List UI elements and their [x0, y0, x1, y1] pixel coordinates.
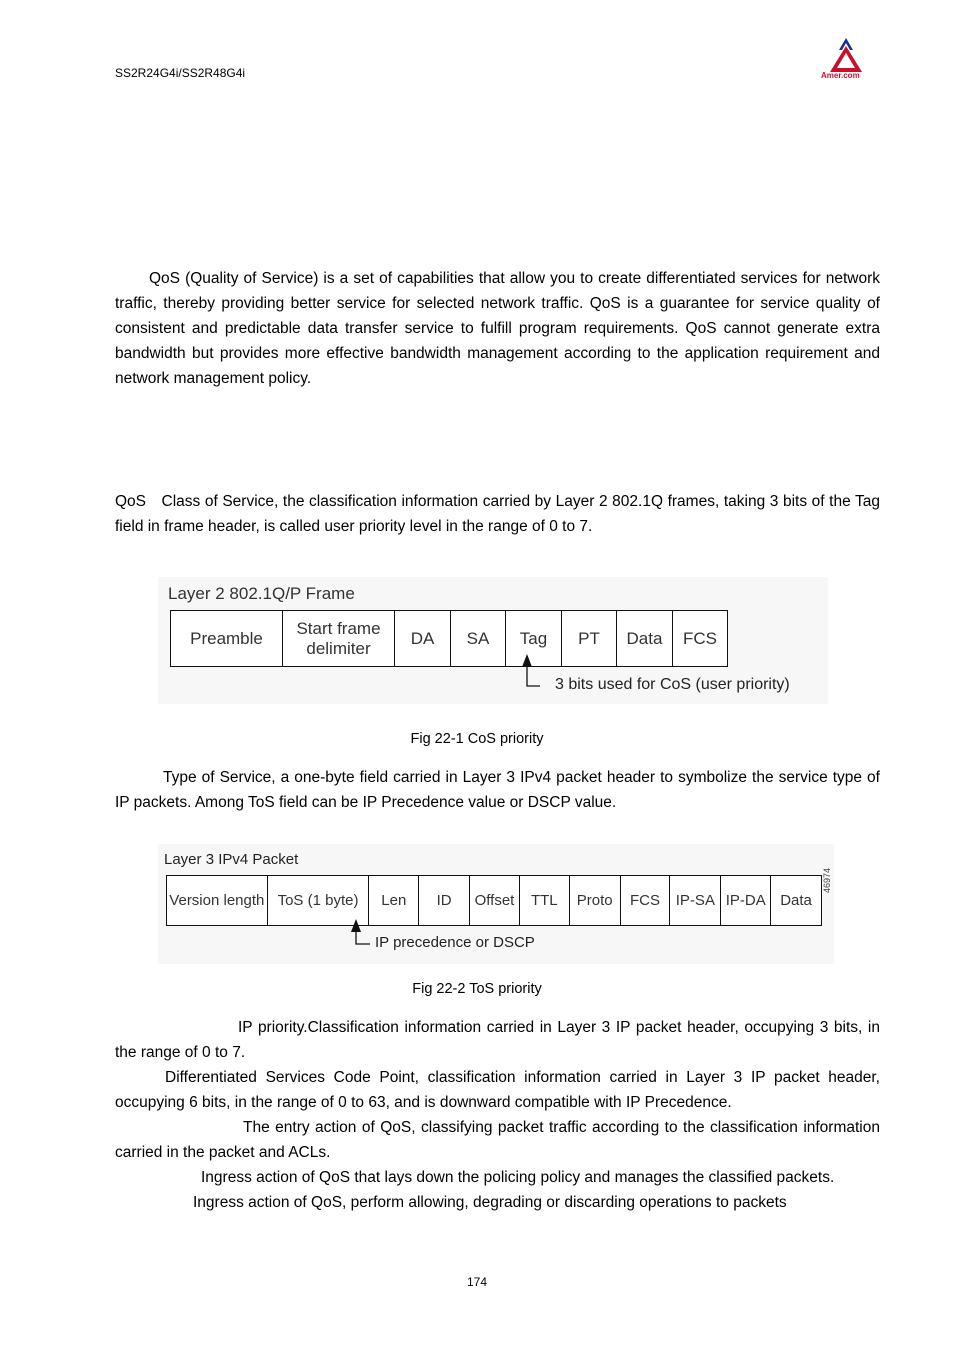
packet-field: ID [419, 876, 470, 925]
definition-item: The entry action of QoS, classifying packet traffic according to the classification information carried in the packet and ACLs. [115, 1119, 880, 1161]
packet-field: FCS [621, 876, 671, 925]
figure2-side-label: 46974 [822, 867, 832, 893]
definition-item: IP priority.Classification information carried in Layer 3 IP packet header, occupying 3 bits, in the range of 0 to 7. [115, 1019, 880, 1061]
definitions-list [115, 1015, 880, 1215]
tos-paragraph: Type of Service, a one-byte field carried in Layer 3 IPv4 packet header to symbolize the service type of IP packets. Among ToS field can be IP Precedence value or DSCP value. [115, 769, 880, 811]
packet-field: Proto [570, 876, 621, 925]
packet-field: Data [780, 891, 812, 909]
figure1-title: Layer 2 802.1Q/P Frame [168, 584, 355, 603]
frame-field: FCS [683, 628, 717, 648]
frame-field: PT [562, 611, 617, 666]
frame-field: Data [617, 611, 673, 666]
figure1-note: 3 bits used for CoS (user priority) [555, 676, 790, 693]
definition-item: Ingress action of QoS, perform allowing, degrading or discarding operations to packets [193, 1194, 787, 1211]
figure2-caption: Fig 22-2 ToS priority [412, 981, 542, 997]
amer-logo [818, 36, 878, 82]
frame-field: Start frame delimiter [283, 611, 395, 666]
header-model-name: SS2R24G4i/SS2R48G4i [115, 66, 246, 80]
figure2-note: IP precedence or DSCP [375, 934, 535, 951]
figure1-arrow-icon [520, 648, 560, 694]
frame-field: Preamble [171, 611, 283, 666]
packet-field: Version length [167, 876, 268, 925]
cos-paragraph: QoS Class of Service, the classification information carried by Layer 2 802.1Q frames, taking 3 bits of the Tag field in frame header, is called user priority level in the range of 0 to 7. [115, 493, 880, 535]
frame-field: DA [395, 611, 451, 666]
frame-field: SA [451, 611, 506, 666]
figure1-caption: Fig 22-1 CoS priority [410, 731, 544, 747]
definition-item: Differentiated Services Code Point, classification information carried in Layer 3 IP packet header, occupying 6 bits, in the range of 0 to 63, and is downward compatible with IP Precedence. [115, 1069, 880, 1111]
definition-item: Ingress action of QoS that lays down the policing policy and manages the classified packets. [201, 1169, 835, 1186]
packet-field: ToS (1 byte) [268, 876, 370, 925]
figure2-title: Layer 3 IPv4 Packet [164, 851, 299, 868]
packet-field: Offset [470, 876, 520, 925]
intro-paragraph: QoS (Quality of Service) is a set of capabilities that allow you to create differentiated services for network traffic, thereby providing better service for selected network traffic. QoS is a guarantee for service quality of consistent and predictable data transfer service to fulfill program requirements. QoS cannot generate extra bandwidth but provides more effective bandwidth management according to the application requirement and network management policy. [115, 270, 880, 387]
packet-field: Len [369, 876, 419, 925]
packet-field: TTL [520, 876, 570, 925]
packet-field: IP-SA [670, 876, 721, 925]
logo-text: Amer.com [821, 71, 860, 80]
page-number: 174 [466, 1275, 488, 1289]
frame-field: Tag [506, 611, 562, 666]
figure2-packet-fields [166, 875, 822, 926]
figure1-frame-fields [170, 610, 728, 667]
packet-field: IP-DA [721, 876, 771, 925]
